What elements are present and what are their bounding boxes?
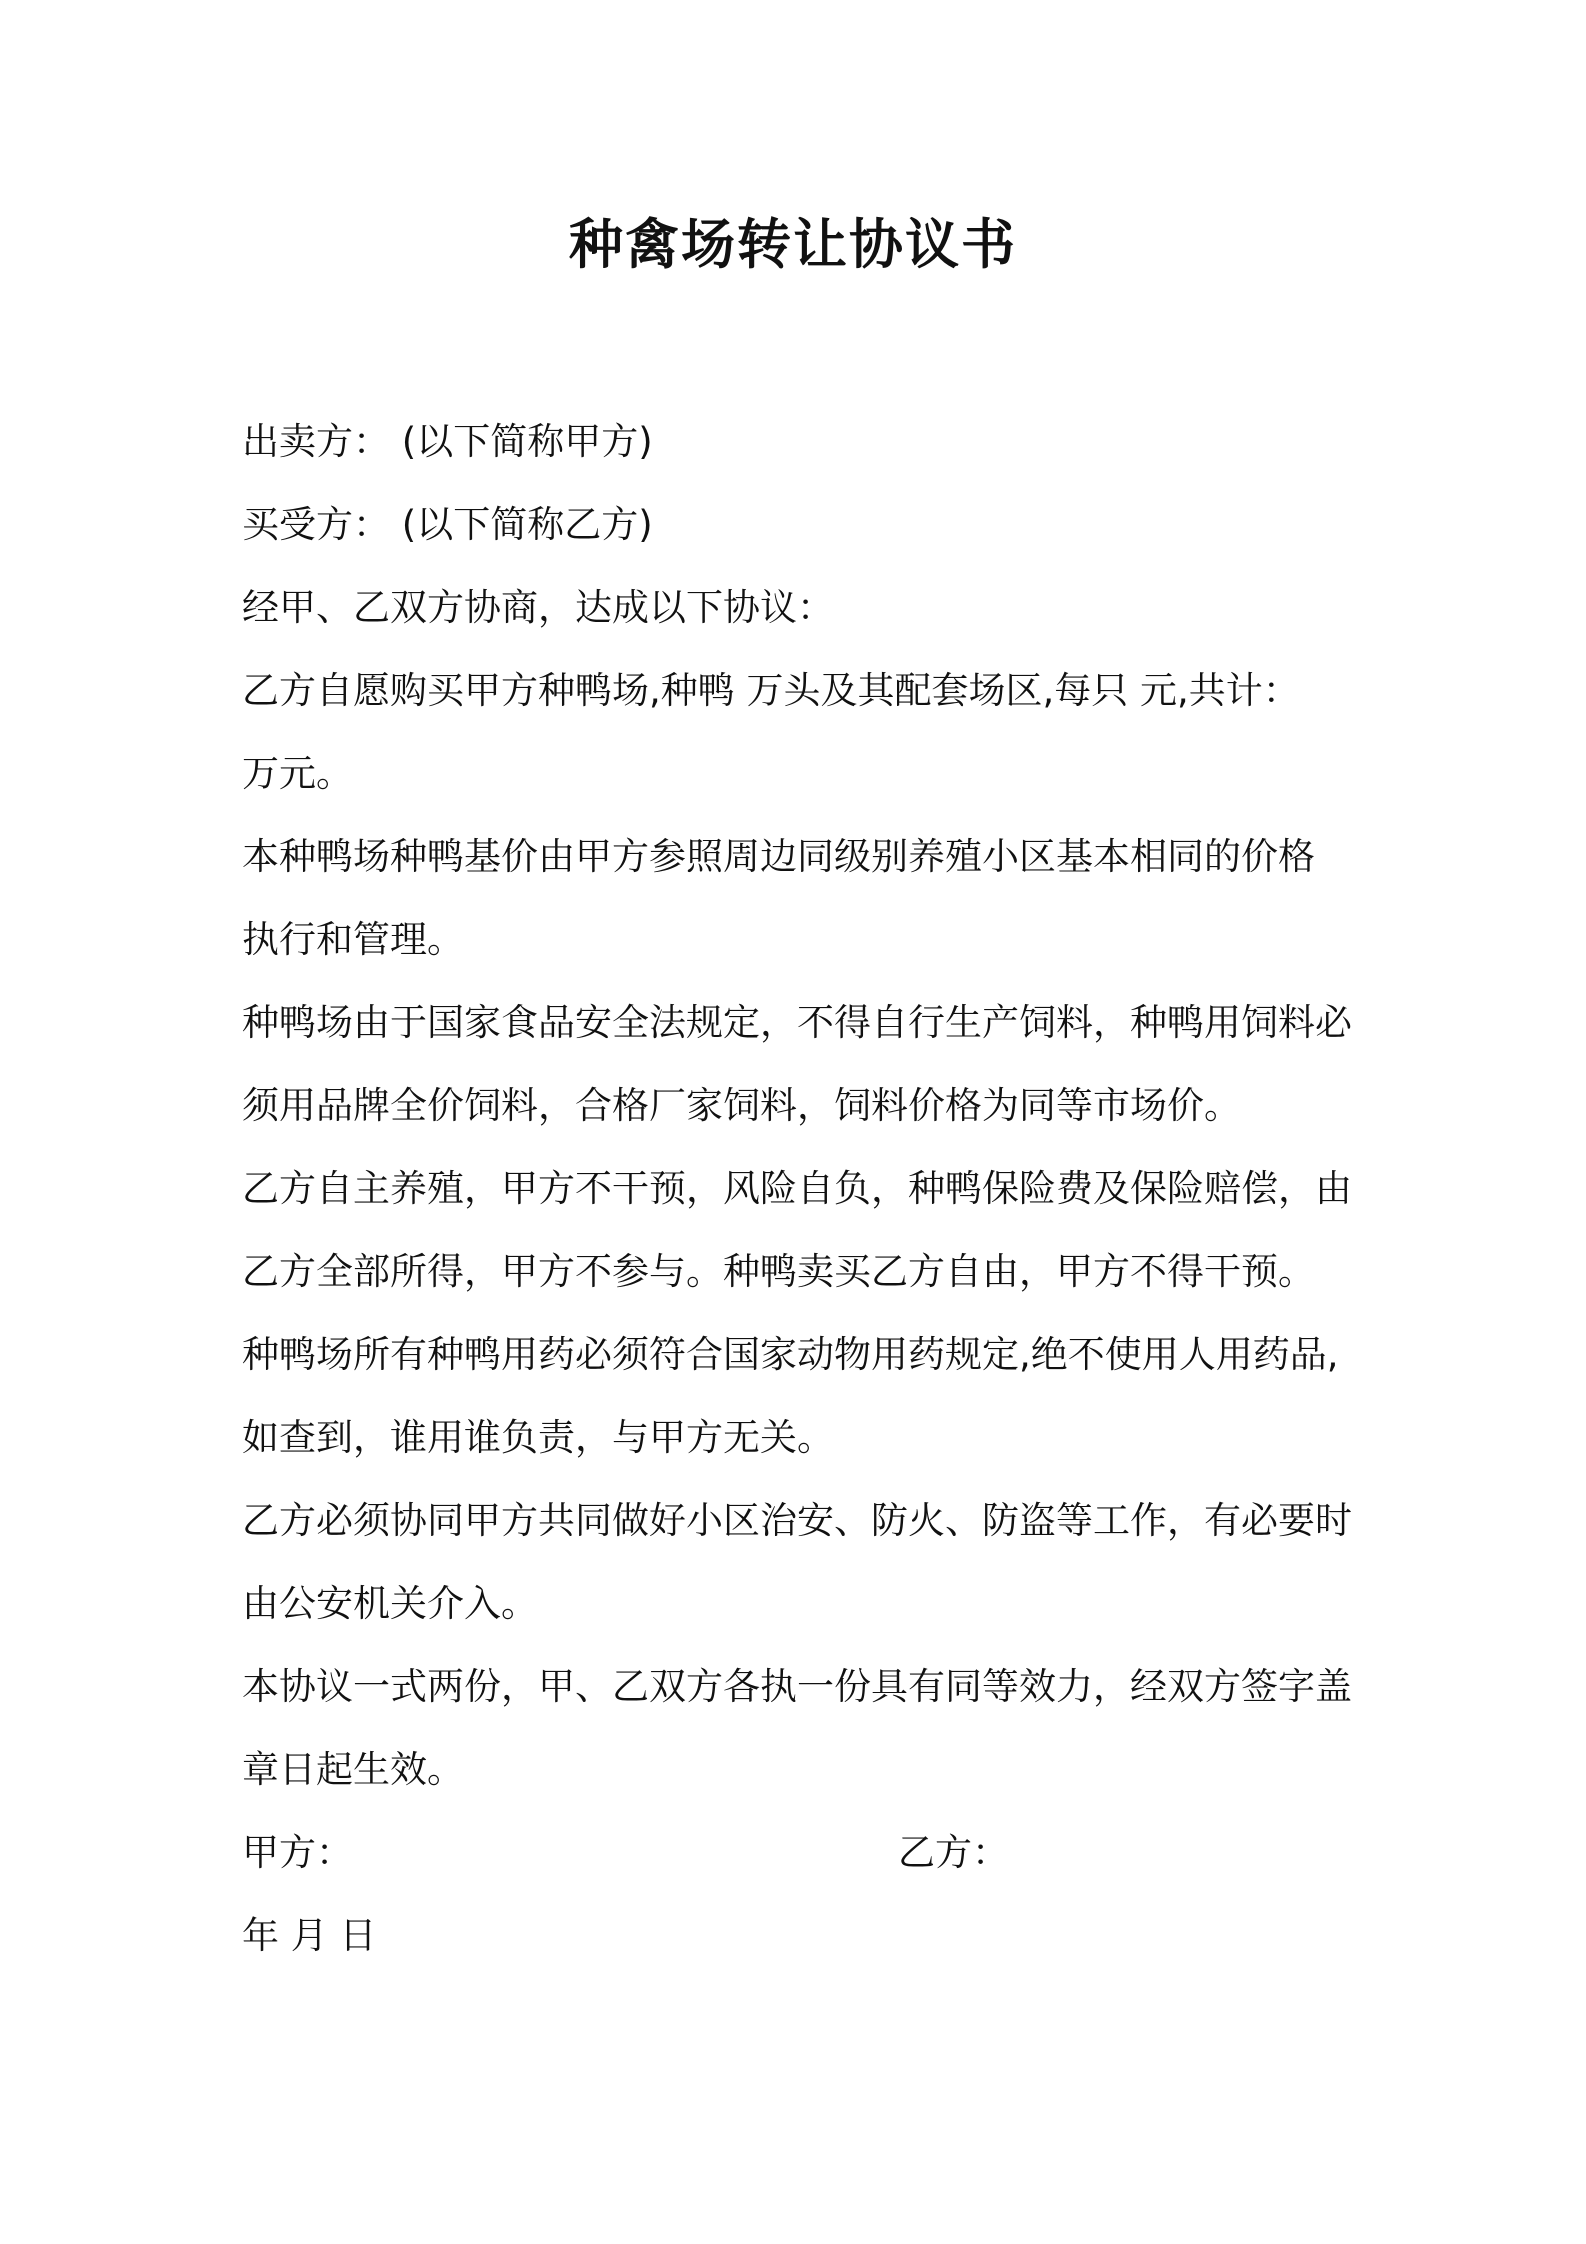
clause-line: 买受方： (以下简称乙方): [242, 503, 653, 546]
clause-line: 本协议一式两份，甲、乙双方各执一份具有同等效力，经双方签字盖: [242, 1665, 1352, 1708]
clause-line: 如查到，谁用谁负责，与甲方无关。: [242, 1416, 834, 1459]
clause-line: 乙方自愿购买甲方种鸭场,种鸭 万头及其配套场区,每只 元,共计：: [242, 669, 1300, 712]
clause-line: 乙方必须协同甲方共同做好小区治安、防火、防盗等工作，有必要时: [242, 1499, 1352, 1542]
clause-line: 种鸭场由于国家食品安全法规定，不得自行生产饲料，种鸭用饲料必: [242, 1001, 1352, 1044]
party-a-signature-label: 甲方：: [242, 1831, 353, 1874]
document-title: 种禽场转让协议书: [569, 213, 1017, 276]
clause-line: 须用品牌全价饲料，合格厂家饲料，饲料价格为同等市场价。: [242, 1084, 1241, 1127]
clause-line: 执行和管理。: [242, 918, 464, 961]
clause-line: 由公安机关介入。: [242, 1582, 538, 1625]
party-b-signature-label: 乙方：: [898, 1831, 1009, 1874]
clause-line: 乙方自主养殖，甲方不干预，风险自负，种鸭保险费及保险赔偿，由: [242, 1167, 1352, 1210]
clause-line: 万元。: [242, 752, 353, 795]
clause-line: 乙方全部所得，甲方不参与。种鸭卖买乙方自由，甲方不得干预。: [242, 1250, 1315, 1293]
clause-line: 种鸭场所有种鸭用药必须符合国家动物用药规定,绝不使用人用药品,: [242, 1333, 1339, 1376]
clause-line: 本种鸭场种鸭基价由甲方参照周边同级别养殖小区基本相同的价格: [242, 835, 1315, 878]
document-body: [242, 400, 1372, 1977]
clause-line: 章日起生效。: [242, 1748, 464, 1791]
signature-row: [242, 1811, 1372, 1894]
clause-line: 经甲、乙双方协商，达成以下协议：: [242, 586, 834, 629]
date-line: 年 月 日: [242, 1914, 377, 1957]
clause-line: 出卖方： (以下简称甲方): [242, 420, 653, 463]
